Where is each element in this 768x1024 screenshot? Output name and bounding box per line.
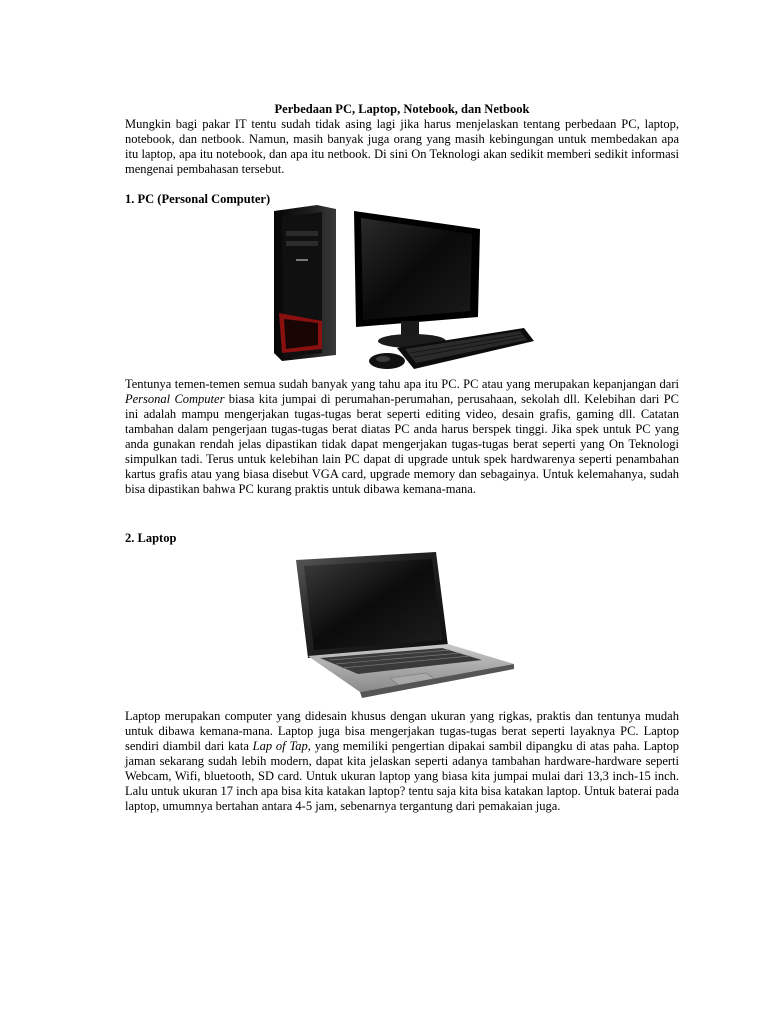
section-heading-pc: 1. PC (Personal Computer): [125, 192, 271, 206]
section-heading-laptop: 2. Laptop: [125, 531, 177, 545]
laptop-paragraph-text-1: Laptop merupakan computer yang didesain khusus dengan ukuran yang rigkas, praktis dan tentunya mudah untuk dibawa kemana-mana. Laptop juga bisa mengerjakan tugas-tugas berat seperti layaknya PC. Laptop sendiri diambil dari kata: [125, 709, 679, 753]
laptop-image: [290, 550, 516, 702]
intro-paragraph: Mungkin bagi pakar IT tentu sudah tidak asing lagi jika harus menjelaskan tentang perbedaan PC, laptop, notebook, dan netbook. Namun, masih banyak juga orang yang masih kebingungan untuk membedakan apa itu laptop, apa itu notebook, dan apa itu netbook. Di sini On Teknologi akan sedikit memberi sedikit informasi mengenai pembahasan tersebut.: [125, 117, 679, 176]
pc-image: [262, 203, 544, 373]
document-title: Perbedaan PC, Laptop, Notebook, dan Netbook: [274, 102, 530, 116]
pc-paragraph-text-1: Tentunya temen-temen semua sudah banyak yang tahu apa itu PC. PC atau yang merupakan kepanjangan dari: [125, 377, 679, 391]
laptop-paragraph: [125, 709, 679, 814]
laptop-paragraph-text-2: , yang memiliki pengertian dipakai sambil dipangku di atas paha. Laptop jaman sekarang sudah lebih modern, dapat kita jelaskan seperti adanya tambahan hardware-hardware seperti Webcam, Wifi, bluetooth, SD card. Untuk ukuran laptop yang biasa kita jumpai mulai dari 13,3 inch-15 inch. Lalu untuk ukuran 17 inch apa bisa kita katakan laptop? tentu saja kita bisa katakan laptop. Untuk baterai pada laptop, umumnya bertahan antara 4-5 jam, sebenarnya tergantung dari pemakaian juga.: [125, 739, 680, 813]
pc-paragraph-italic: Personal Computer: [125, 392, 225, 406]
pc-paragraph: [125, 377, 679, 497]
pc-paragraph-text-2: biasa kita jumpai di perumahan-perumahan, perusahaan, sekolah dll. Kelebihan dari PC ini adalah mampu mengerjakan tugas-tugas berat seperti editing video, desain grafis, gaming dll. Catatan tambahan dalam pengerjaan tugas-tugas berat diatas PC anda harus berspek tinggi. Jika spek untuk PC yang anda gunakan rendah jelas dipastikan tidak dapat mengerjakan tugas-tugas berat seperti yang On Teknologi simpulkan tadi. Terus untuk kelebihan lain PC dapat di upgrade untuk spek hardwarenya seperti penambahan kartus grafis atau yang biasa disebut VGA card, upgrade memory dan sebagainya. Untuk kelemahanya, sudah bisa dipastikan bahwa PC kurang praktis untuk dibawa kemana-mana.: [125, 392, 680, 496]
laptop-paragraph-italic: Lap of Tap: [252, 739, 308, 753]
